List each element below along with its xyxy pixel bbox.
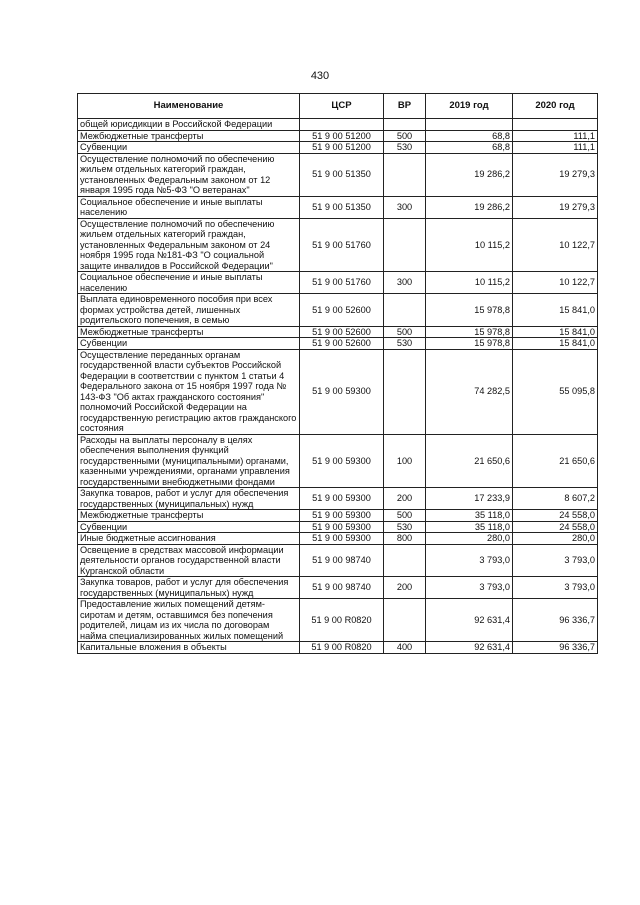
cell-2020: 15 841,0 bbox=[513, 326, 598, 338]
cell-2019: 19 286,2 bbox=[426, 196, 513, 218]
cell-name: Расходы на выплаты персоналу в целях обеспечения выполнения функций государственными (муниципальными) органами, казенными учреждениями, органами управления государственными внебюджетными фондами bbox=[78, 434, 300, 488]
cell-name: Субвенции bbox=[78, 521, 300, 533]
cell-csr: 51 9 00 98740 bbox=[300, 544, 384, 577]
cell-2019: 19 286,2 bbox=[426, 153, 513, 196]
cell-name: Субвенции bbox=[78, 142, 300, 154]
table-row bbox=[78, 642, 598, 654]
cell-vr bbox=[384, 599, 426, 642]
table-row bbox=[78, 218, 598, 272]
table-row bbox=[78, 488, 598, 510]
table-row bbox=[78, 521, 598, 533]
table-row bbox=[78, 599, 598, 642]
cell-2020: 21 650,6 bbox=[513, 434, 598, 488]
table-row bbox=[78, 338, 598, 350]
table-row bbox=[78, 544, 598, 577]
table-row bbox=[78, 153, 598, 196]
cell-name: общей юрисдикции в Российской Федерации bbox=[78, 119, 300, 131]
cell-2019: 68,8 bbox=[426, 130, 513, 142]
cell-name: Субвенции bbox=[78, 338, 300, 350]
cell-name: Закупка товаров, работ и услуг для обеспечения государственных (муниципальных) нужд bbox=[78, 488, 300, 510]
cell-2020: 15 841,0 bbox=[513, 338, 598, 350]
cell-2019: 92 631,4 bbox=[426, 599, 513, 642]
cell-csr: 51 9 00 52600 bbox=[300, 338, 384, 350]
cell-name: Выплата единовременного пособия при всех формах устройства детей, лишенных родительского попечения, в семью bbox=[78, 294, 300, 327]
cell-vr: 530 bbox=[384, 142, 426, 154]
cell-name: Межбюджетные трансферты bbox=[78, 510, 300, 522]
cell-2019: 92 631,4 bbox=[426, 642, 513, 654]
cell-2020: 96 336,7 bbox=[513, 642, 598, 654]
cell-2019: 17 233,9 bbox=[426, 488, 513, 510]
cell-2020 bbox=[513, 119, 598, 131]
cell-vr bbox=[384, 294, 426, 327]
cell-vr: 530 bbox=[384, 338, 426, 350]
cell-vr bbox=[384, 544, 426, 577]
cell-name: Иные бюджетные ассигнования bbox=[78, 533, 300, 545]
table-row bbox=[78, 326, 598, 338]
cell-2020: 15 841,0 bbox=[513, 294, 598, 327]
cell-2019: 10 115,2 bbox=[426, 218, 513, 272]
column-header-csr: ЦСР bbox=[300, 94, 384, 119]
cell-name: Межбюджетные трансферты bbox=[78, 326, 300, 338]
cell-csr: 51 9 00 51350 bbox=[300, 153, 384, 196]
cell-name: Закупка товаров, работ и услуг для обеспечения государственных (муниципальных) нужд bbox=[78, 577, 300, 599]
table-row bbox=[78, 434, 598, 488]
page-number: 430 bbox=[310, 70, 330, 82]
cell-2019: 68,8 bbox=[426, 142, 513, 154]
cell-2020: 280,0 bbox=[513, 533, 598, 545]
cell-vr bbox=[384, 119, 426, 131]
cell-vr: 400 bbox=[384, 642, 426, 654]
cell-2019: 21 650,6 bbox=[426, 434, 513, 488]
table-row bbox=[78, 349, 598, 434]
cell-2019: 3 793,0 bbox=[426, 544, 513, 577]
cell-vr: 200 bbox=[384, 577, 426, 599]
cell-vr: 530 bbox=[384, 521, 426, 533]
cell-csr: 51 9 00 59300 bbox=[300, 510, 384, 522]
cell-vr bbox=[384, 153, 426, 196]
cell-csr: 51 9 00 59300 bbox=[300, 533, 384, 545]
cell-vr: 300 bbox=[384, 272, 426, 294]
cell-2020: 3 793,0 bbox=[513, 544, 598, 577]
column-header-name: Наименование bbox=[78, 94, 300, 119]
cell-csr: 51 9 00 51200 bbox=[300, 130, 384, 142]
cell-csr: 51 9 00 51760 bbox=[300, 272, 384, 294]
cell-name: Освещение в средствах массовой информации деятельности органов государственной власти Курганской области bbox=[78, 544, 300, 577]
table-row bbox=[78, 119, 598, 131]
cell-2019: 10 115,2 bbox=[426, 272, 513, 294]
cell-2020: 10 122,7 bbox=[513, 272, 598, 294]
cell-2020: 10 122,7 bbox=[513, 218, 598, 272]
table-header-row bbox=[78, 94, 598, 119]
cell-vr: 200 bbox=[384, 488, 426, 510]
table-body bbox=[78, 119, 598, 654]
cell-name: Межбюджетные трансферты bbox=[78, 130, 300, 142]
cell-2019: 35 118,0 bbox=[426, 521, 513, 533]
table-row bbox=[78, 510, 598, 522]
cell-2020: 19 279,3 bbox=[513, 153, 598, 196]
cell-csr: 51 9 00 98740 bbox=[300, 577, 384, 599]
cell-vr: 500 bbox=[384, 326, 426, 338]
cell-2020: 96 336,7 bbox=[513, 599, 598, 642]
cell-vr bbox=[384, 349, 426, 434]
cell-2020: 3 793,0 bbox=[513, 577, 598, 599]
cell-2020: 8 607,2 bbox=[513, 488, 598, 510]
cell-2019: 280,0 bbox=[426, 533, 513, 545]
column-header-2020: 2020 год bbox=[513, 94, 598, 119]
cell-csr: 51 9 00 51350 bbox=[300, 196, 384, 218]
cell-vr bbox=[384, 218, 426, 272]
cell-csr: 51 9 00 59300 bbox=[300, 488, 384, 510]
cell-2019: 35 118,0 bbox=[426, 510, 513, 522]
cell-name: Осуществление переданных органам государственной власти субъектов Российской Федерации в соответствии с пунктом 1 статьи 4 Федерального закона от 15 ноября 1997 года № 143-ФЗ "Об актах гражданского состояния" полномочий Российской Федерации на государственную регистрацию актов гражданского состояния bbox=[78, 349, 300, 434]
cell-vr: 300 bbox=[384, 196, 426, 218]
cell-2020: 24 558,0 bbox=[513, 510, 598, 522]
cell-name: Осуществление полномочий по обеспечению жильем отдельных категорий граждан, установленных Федеральным законом от 12 января 1995 года №5-ФЗ "О ветеранах" bbox=[78, 153, 300, 196]
cell-name: Предоставление жилых помещений детям-сиротам и детям, оставшимся без попечения родителей, лицам из их числа по договорам найма специализированных жилых помещений bbox=[78, 599, 300, 642]
cell-csr: 51 9 00 R0820 bbox=[300, 599, 384, 642]
cell-vr: 500 bbox=[384, 130, 426, 142]
cell-csr: 51 9 00 51200 bbox=[300, 142, 384, 154]
cell-vr: 100 bbox=[384, 434, 426, 488]
cell-csr: 51 9 00 59300 bbox=[300, 349, 384, 434]
cell-csr bbox=[300, 119, 384, 131]
cell-2020: 55 095,8 bbox=[513, 349, 598, 434]
cell-2020: 111,1 bbox=[513, 130, 598, 142]
cell-vr: 500 bbox=[384, 510, 426, 522]
budget-table bbox=[77, 93, 598, 654]
cell-2019: 3 793,0 bbox=[426, 577, 513, 599]
cell-2020: 24 558,0 bbox=[513, 521, 598, 533]
cell-2020: 19 279,3 bbox=[513, 196, 598, 218]
cell-csr: 51 9 00 51760 bbox=[300, 218, 384, 272]
table-row bbox=[78, 272, 598, 294]
cell-csr: 51 9 00 52600 bbox=[300, 294, 384, 327]
cell-name: Социальное обеспечение и иные выплаты населению bbox=[78, 272, 300, 294]
table-row bbox=[78, 533, 598, 545]
cell-name: Социальное обеспечение и иные выплаты населению bbox=[78, 196, 300, 218]
table-row bbox=[78, 577, 598, 599]
cell-csr: 51 9 00 59300 bbox=[300, 434, 384, 488]
column-header-2019: 2019 год bbox=[426, 94, 513, 119]
cell-2019: 15 978,8 bbox=[426, 294, 513, 327]
cell-name: Капитальные вложения в объекты bbox=[78, 642, 300, 654]
column-header-vr: ВР bbox=[384, 94, 426, 119]
cell-vr: 800 bbox=[384, 533, 426, 545]
cell-csr: 51 9 00 52600 bbox=[300, 326, 384, 338]
cell-csr: 51 9 00 R0820 bbox=[300, 642, 384, 654]
cell-2019: 15 978,8 bbox=[426, 326, 513, 338]
cell-2019: 74 282,5 bbox=[426, 349, 513, 434]
table-row bbox=[78, 196, 598, 218]
table-row bbox=[78, 294, 598, 327]
cell-2019 bbox=[426, 119, 513, 131]
cell-2020: 111,1 bbox=[513, 142, 598, 154]
cell-name: Осуществление полномочий по обеспечению жильем отдельных категорий граждан, установленных Федеральным законом от 24 ноября 1995 года №181-ФЗ "О социальной защите инвалидов в Российской Федерации" bbox=[78, 218, 300, 272]
cell-csr: 51 9 00 59300 bbox=[300, 521, 384, 533]
table-row bbox=[78, 130, 598, 142]
table-row bbox=[78, 142, 598, 154]
cell-2019: 15 978,8 bbox=[426, 338, 513, 350]
